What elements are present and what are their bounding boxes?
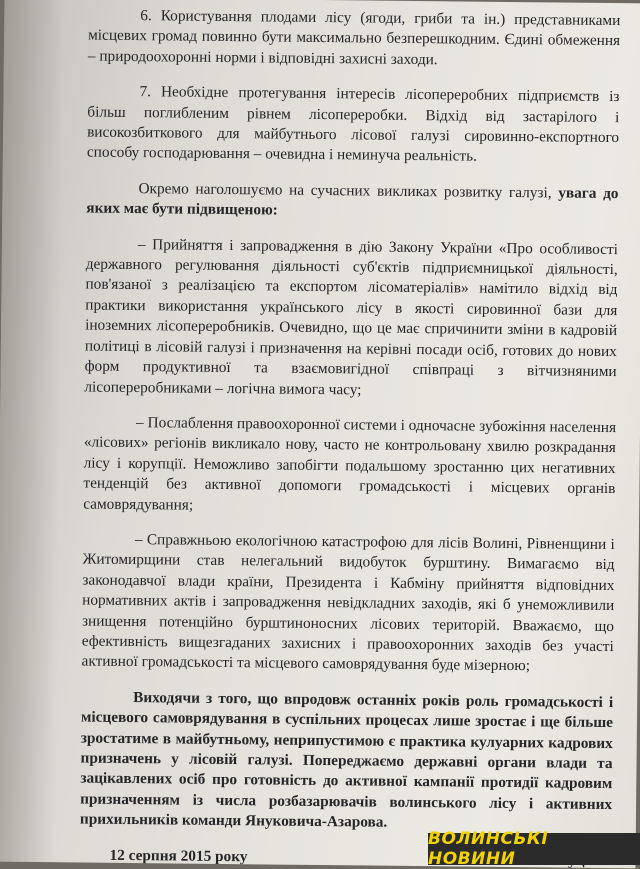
emphasis-bold: увага до яких має бути підвищеною: [86,184,618,218]
point-law-enforcement: – Послаблення правоохоронної системи і одночасне зубожіння населення «лісових» регіонів викликало нову, часто не контрольовану хвилю розкрадання лісу і корупції. Неможливо запобігти подальшому зростанню цих негативних тенденцій без активної допомоги громадськості і місцевих органів самоврядування; [83,412,616,520]
paragraph-7: 7. Необхідне протегування інтересів лісопереробних підприємств із більш поглибленим рівнем лісопереробки. Відхід від застарілого і високозбиткового для майбутнього лісової галузі сировинно-експортного способу господарювання – очевидна і неминуча реальність. [87,82,620,169]
emphasis-paragraph [86,178,618,224]
conclusion-paragraph: Виходячи з того, що впродовж останніх років роль громадськості і місцевого самоврядування в суспільних процесах лише зростає і ще більше зростатиме в майбутньому, неприпустимою є практика кулуарних кадрових призначень у лісовій галузі. Попереджаємо державні органи влади та зацікавлених осіб про готовність до активної кампанії протидії кадровим призначенням із числа розбазарювачів волинського лісу і активних прихильників команди Януковича-Азарова. [80,687,613,835]
emphasis-intro: Окремо наголошуємо на сучасних викликах розвитку галузі, [138,180,558,201]
document-body [79,6,620,869]
page-shadow [0,0,65,862]
point-law: – Прийняття і запровадження в дію Закону України «Про особливості державного регулювання діяльності суб'єктів підприємницької діяльності, пов'язаної з реалізацією та експортом лісоматеріалів» намітило відхід від практики використання українського лісу в якості сировинної бази для іноземних лісопереробників. Очевидно, що це має спричинити зміни в кадровій політиці в лісовій галузі і призначення на керівні посади осіб, готових до нових форм продуктивної та взаємовигідної співпраці з вітчизняними лісопереробниками – логічна вимога часу; [84,234,618,403]
point-amber: – Справжньою екологічною катастрофою для лісів Волині, Рівненщини і Житомирщини став нелегальний видобуток бурштину. Вимагаємо від законодавчої влади країни, Президента і Кабміну прийняття відповідних нормативних актів і запровадження невідкладних заходів, які б унеможливили знищення потенційно бурштиноносних лісових територій. Вважаємо, що ефективність вищезгаданих захисних і правоохоронних заходів без участі активної громадськості та місцевого самоврядування буде мізерною; [81,529,614,677]
news-watermark: ВОЛИНСЬКІ НОВИНИ [428,833,640,865]
paragraph-6: 6. Користування плодами лісу (ягоди, гриби та ін.) представниками місцевих громад повинно бути максимально безперешкодним. Єдині обмеження – природоохоронні норми і відповідні захисні заходи. [88,6,621,73]
document-date: 12 серпня 2015 року [109,845,247,867]
